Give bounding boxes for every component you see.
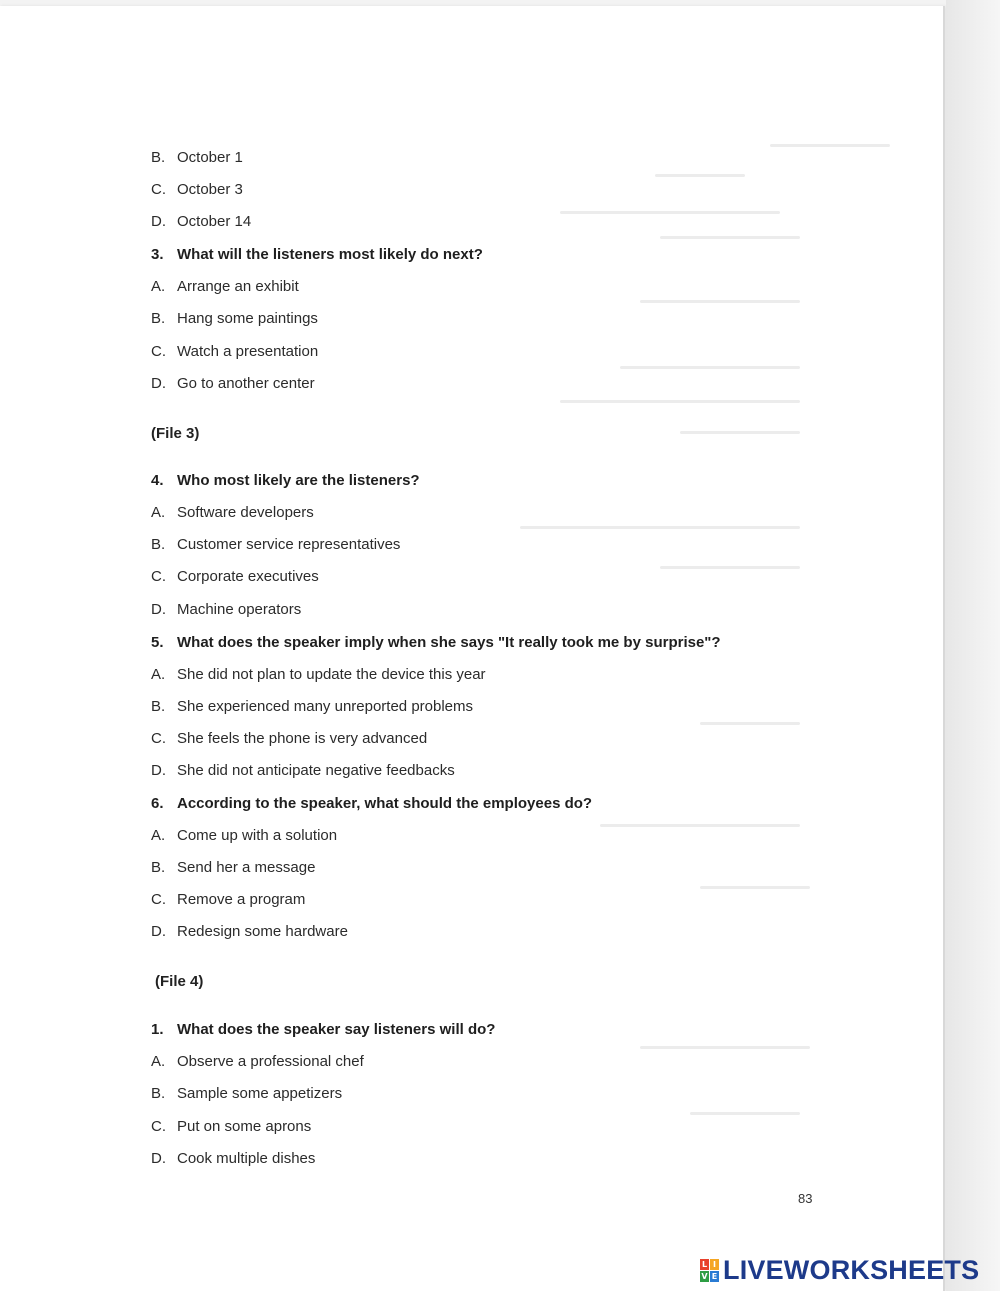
- question-line: [151, 1020, 495, 1040]
- option-text: Come up with a solution: [177, 827, 338, 844]
- bleed-through-mark: [640, 1046, 810, 1049]
- question-text: What will the listeners most likely do next?: [177, 246, 483, 263]
- bleed-through-mark: [520, 526, 800, 529]
- option-line: [151, 922, 348, 942]
- option-text: Arrange an exhibit: [177, 278, 299, 295]
- question-text: What does the speaker imply when she says "It really took me by surprise"?: [177, 634, 721, 651]
- option-text: She feels the phone is very advanced: [177, 730, 428, 747]
- option-letter: C.: [151, 891, 166, 908]
- option-text: She did not plan to update the device this year: [177, 666, 486, 683]
- file-heading: [155, 972, 203, 992]
- option-letter: C.: [151, 568, 166, 585]
- bleed-through-mark: [660, 236, 800, 239]
- option-line: [151, 1117, 311, 1137]
- option-line: [151, 342, 318, 362]
- option-letter: A.: [151, 1053, 166, 1070]
- question-line: [151, 794, 592, 814]
- option-letter: D.: [151, 601, 166, 618]
- scan-edge: [946, 0, 1000, 1291]
- option-line: [151, 180, 243, 200]
- option-text: Sample some appetizers: [177, 1085, 343, 1102]
- logo-mark-letter: I: [710, 1259, 719, 1270]
- option-line: [151, 148, 243, 168]
- option-letter: B.: [151, 859, 166, 876]
- page-number: 83: [798, 1191, 813, 1206]
- logo-mark-letter: E: [711, 1271, 718, 1281]
- logo-text: LIVEWORKSHEETS: [723, 1254, 980, 1285]
- option-text: Observe a professional chef: [177, 1053, 364, 1070]
- option-line: [151, 729, 427, 749]
- logo-mark-letter: V: [701, 1271, 708, 1281]
- option-letter: D.: [151, 375, 166, 392]
- question-number: 3.: [151, 246, 164, 263]
- option-line: [151, 890, 305, 910]
- option-letter: A.: [151, 278, 166, 295]
- option-letter: C.: [151, 343, 166, 360]
- option-line: [151, 535, 400, 555]
- option-text: Cook multiple dishes: [177, 1150, 316, 1167]
- option-line: [151, 309, 318, 329]
- worksheet-page: [0, 6, 945, 1291]
- option-letter: D.: [151, 1150, 166, 1167]
- question-number: 4.: [151, 472, 164, 489]
- option-letter: C.: [151, 181, 166, 198]
- option-text: Redesign some hardware: [177, 923, 348, 940]
- option-text: Machine operators: [177, 601, 302, 618]
- option-text: Put on some aprons: [177, 1118, 312, 1135]
- option-line: [151, 1149, 315, 1169]
- option-text: October 3: [177, 181, 243, 198]
- option-line: [151, 697, 473, 717]
- question-text: What does the speaker say listeners will do?: [177, 1021, 496, 1038]
- bleed-through-mark: [660, 566, 800, 569]
- option-letter: B.: [151, 1085, 166, 1102]
- bleed-through-mark: [560, 400, 800, 403]
- option-line: [151, 567, 319, 587]
- option-line: [151, 761, 455, 781]
- option-line: [151, 503, 314, 523]
- question-number: 1.: [151, 1021, 164, 1038]
- file-heading-text: (File 3): [151, 425, 200, 442]
- bleed-through-mark: [680, 431, 800, 434]
- option-line: [151, 1052, 364, 1072]
- question-line: [151, 471, 420, 491]
- option-text: Remove a program: [177, 891, 306, 908]
- option-letter: A.: [151, 827, 166, 844]
- option-letter: A.: [151, 666, 166, 683]
- option-line: [151, 277, 299, 297]
- bleed-through-mark: [640, 300, 800, 303]
- option-letter: D.: [151, 762, 166, 779]
- option-letter: D.: [151, 213, 166, 230]
- option-letter: A.: [151, 504, 166, 521]
- question-number: 6.: [151, 795, 164, 812]
- option-letter: B.: [151, 149, 166, 166]
- option-text: October 1: [177, 149, 243, 166]
- file-heading-text: (File 4): [155, 973, 204, 990]
- option-line: [151, 1084, 342, 1104]
- option-text: October 14: [177, 213, 252, 230]
- logo-mark-icon: [700, 1259, 719, 1282]
- option-line: [151, 858, 315, 878]
- question-line: [151, 245, 483, 265]
- option-line: [151, 600, 301, 620]
- option-text: Watch a presentation: [177, 343, 319, 360]
- question-number: 5.: [151, 634, 164, 651]
- question-line: [151, 633, 721, 653]
- question-text: Who most likely are the listeners?: [177, 472, 420, 489]
- option-line: [151, 212, 251, 232]
- option-text: Software developers: [177, 504, 314, 521]
- option-text: Corporate executives: [177, 568, 319, 585]
- option-text: She did not anticipate negative feedbacks: [177, 762, 455, 779]
- option-letter: B.: [151, 698, 166, 715]
- option-text: She experienced many unreported problems: [177, 698, 474, 715]
- option-line: [151, 826, 337, 846]
- option-letter: C.: [151, 1118, 166, 1135]
- option-letter: B.: [151, 310, 166, 327]
- option-text: Go to another center: [177, 375, 315, 392]
- option-text: Send her a message: [177, 859, 316, 876]
- option-text: Hang some paintings: [177, 310, 318, 327]
- bleed-through-mark: [620, 366, 800, 369]
- liveworksheets-logo[interactable]: [700, 1256, 979, 1284]
- bleed-through-mark: [770, 144, 890, 147]
- option-letter: C.: [151, 730, 166, 747]
- logo-mark-letter: L: [701, 1259, 708, 1269]
- bleed-through-mark: [600, 824, 800, 827]
- option-letter: B.: [151, 536, 166, 553]
- bleed-through-mark: [700, 886, 810, 889]
- option-line: [151, 665, 486, 685]
- bleed-through-mark: [655, 174, 745, 177]
- option-line: [151, 374, 315, 394]
- option-letter: D.: [151, 923, 166, 940]
- option-text: Customer service representatives: [177, 536, 401, 553]
- file-heading: [151, 424, 199, 444]
- bleed-through-mark: [560, 211, 780, 214]
- bleed-through-mark: [690, 1112, 800, 1115]
- question-text: According to the speaker, what should the employees do?: [177, 795, 593, 812]
- bleed-through-mark: [700, 722, 800, 725]
